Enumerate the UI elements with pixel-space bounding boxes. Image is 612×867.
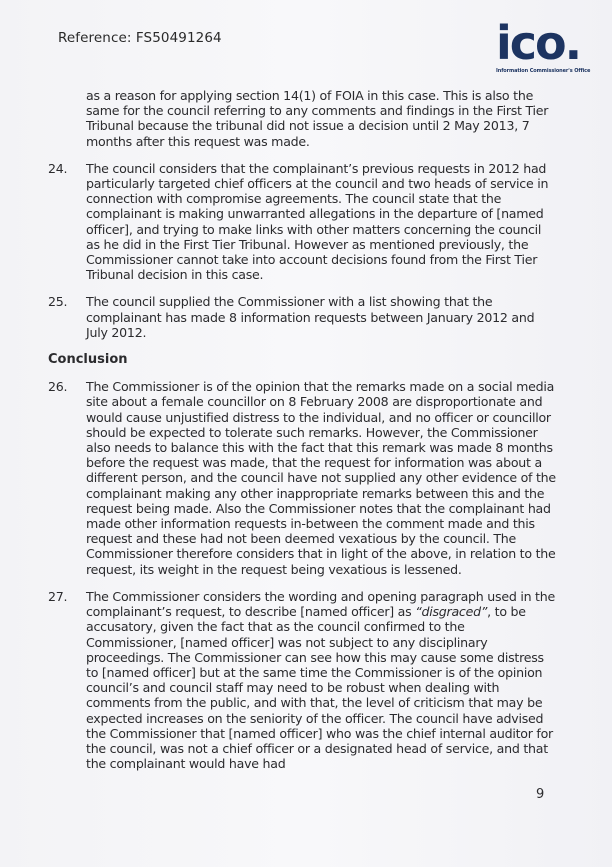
document-body	[48, 88, 558, 771]
paragraph-text: The council supplied the Commissioner with a list showing that the complainant has made 8 information requests between January 2012 and July 2012.	[86, 294, 535, 340]
reference-number: Reference: FS50491264	[58, 30, 222, 46]
paragraph-text: The council considers that the complainant’s previous requests in 2012 had particularly targeted chief officers at the council and two heads of service in connection with compromise agreements. The council state that the complainant is making unwarranted allegations in the departure of [named officer], and trying to make links with other matters concerning the council as he did in the First Tier Tribunal. However as mentioned previously, the Commissioner cannot take into account decisions found from the First Tier Tribunal decision in this case.	[86, 160, 549, 283]
paragraph-text-after: , to be accusatory, given the fact that as the council confirmed to the Commissioner, [named officer] was not subject to any disciplinary proceedings. The Commissioner can see how this may cause some distress to [named officer] but at the same time the Commissioner is of the opinion council’s and council staff may need to be robust when dealing with comments from the public, and with that, the level of criticism that may be expected increases on the seniority of the officer. The council have advised the Commissioner that [named officer] who was the chief internal auditor for the council, was not a chief officer or a designated head of service, and that the complainant would have had	[86, 604, 553, 772]
page-number: 9	[536, 787, 545, 803]
paragraph-27	[48, 589, 558, 771]
quoted-term: “disgraced”	[415, 604, 488, 620]
paragraph-26	[48, 379, 558, 577]
section-heading-conclusion: Conclusion	[48, 352, 128, 368]
continued-paragraph: as a reason for applying section 14(1) of FOIA in this case. This is also the same for the council referring to any comments and findings in the First Tier Tribunal because the tribunal did not issue a decision until 2 May 2013, 7 months after this request was made.	[86, 88, 549, 149]
paragraph-24	[48, 161, 558, 283]
paragraph-text-before: The Commissioner considers the wording and opening paragraph used in the complainant’s request, to describe [named officer] as	[86, 588, 555, 620]
page-header	[0, 0, 612, 88]
paragraph-number: 26.	[48, 379, 68, 395]
paragraph-text: The Commissioner is of the opinion that the remarks made on a social media site about a female councillor on 8 February 2008 are disproportionate and would cause unjustified distress to the individual, and no officer or councillor should be expected to tolerate such remarks. However, the Commissioner also needs to balance this with the fact that this remark was made 8 months before the request was made, that the request for information was about a different person, and the council have not supplied any other evidence of the complainant making any other inappropriate remarks between this and the request being made. Also the Commissioner notes that the complainant had made other information requests in-between the comment made and this request and these had not been deemed vexatious by the council. The Commissioner therefore considers that in light of the above, in relation to the request, its weight in the request being vexatious is lessened.	[86, 379, 556, 577]
ico-logo-mark: ico.	[496, 16, 581, 70]
paragraph-text	[86, 589, 558, 771]
paragraph-number: 25.	[48, 294, 68, 310]
ico-logo	[496, 18, 600, 75]
page-footer	[0, 783, 612, 823]
ico-logo-subtitle: Information Commissioner's Office	[496, 68, 591, 74]
paragraph-number: 24.	[48, 160, 68, 176]
paragraph-number: 27.	[48, 588, 68, 604]
paragraph-25	[48, 294, 558, 340]
